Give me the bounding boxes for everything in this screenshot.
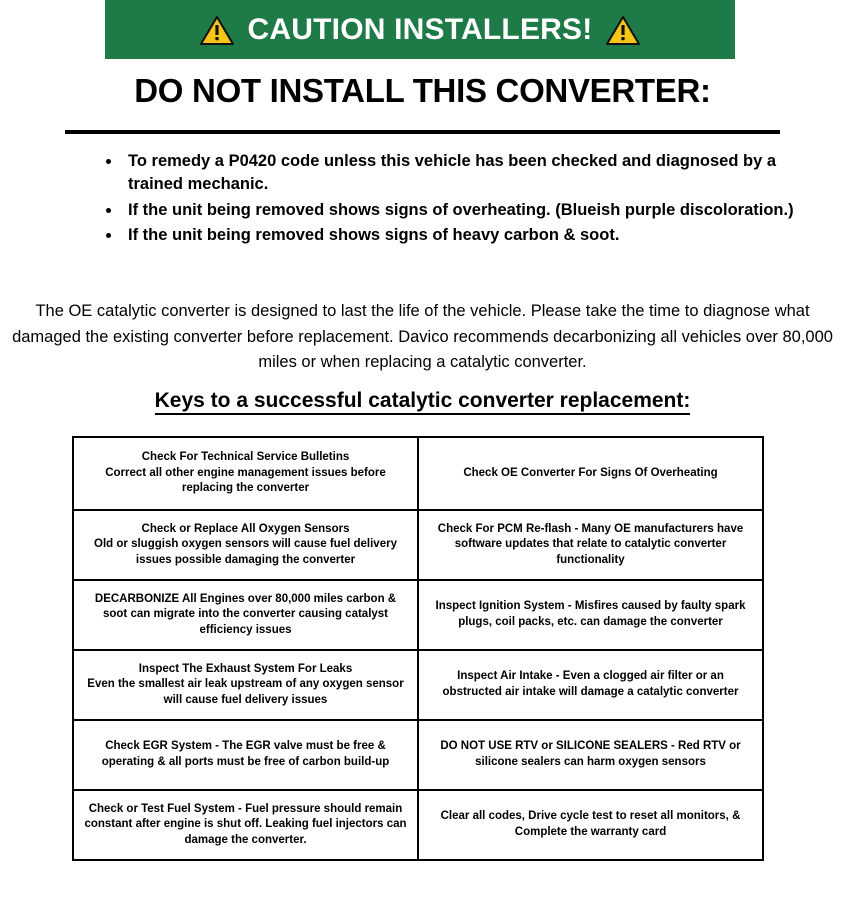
table-cell-left: Inspect The Exhaust System For Leaks Even the smallest air leak upstream of any oxygen sensor will cause fuel delivery issues [73, 650, 418, 720]
table-cell-right: Inspect Air Intake - Even a clogged air filter or an obstructed air intake will damage a catalytic converter [418, 650, 763, 720]
banner-title: CAUTION INSTALLERS! [247, 12, 593, 46]
warning-triangle-icon [606, 15, 640, 45]
table-cell-right: DO NOT USE RTV or SILICONE SEALERS - Red RTV or silicone sealers can harm oxygen sensors [418, 720, 763, 790]
table-cell-right: Clear all codes, Drive cycle test to reset all monitors, & Complete the warranty card [418, 790, 763, 860]
intro-paragraph: The OE catalytic converter is designed to last the life of the vehicle. Please take the time to diagnose what damaged the existing converter before replacement. Davico recommends decarbonizing all vehicles over 80,000 miles or when replacing a catalytic converter. [12, 302, 833, 372]
keys-section-title-text: Keys to a successful catalytic converter replacement: [155, 389, 691, 415]
table-row [73, 790, 763, 860]
table-cell-right: Check OE Converter For Signs Of Overheating [418, 437, 763, 510]
table-row [73, 650, 763, 720]
keys-table [72, 436, 764, 861]
list-item: • If the unit being removed shows signs of overheating. (Blueish purple discoloration.) [122, 199, 802, 222]
table-cell-left: Check For Technical Service Bulletins Correct all other engine management issues before replacing the converter [73, 437, 418, 510]
table-row [73, 580, 763, 650]
table-cell-left: DECARBONIZE All Engines over 80,000 miles carbon & soot can migrate into the converter causing catalyst efficiency issues [73, 580, 418, 650]
table-cell-right: Inspect Ignition System - Misfires caused by faulty spark plugs, coil packs, etc. can damage the converter [418, 580, 763, 650]
warning-triangle-icon [200, 15, 234, 45]
table-row [73, 437, 763, 510]
keys-section-title [0, 389, 845, 413]
table-cell-right: Check For PCM Re-flash - Many OE manufacturers have software updates that relate to catalytic converter functionality [418, 510, 763, 580]
list-item: • To remedy a P0420 code unless this vehicle has been checked and diagnosed by a trained mechanic. [122, 150, 802, 197]
table-cell-left: Check or Test Fuel System - Fuel pressure should remain constant after engine is shut off. Leaking fuel injectors can damage the converter. [73, 790, 418, 860]
table-row [73, 510, 763, 580]
horizontal-divider [65, 130, 780, 134]
do-not-install-list [96, 150, 802, 250]
page-title: DO NOT INSTALL THIS CONVERTER: [134, 72, 711, 109]
caution-banner [105, 0, 735, 59]
table-cell-left: Check or Replace All Oxygen Sensors Old or sluggish oxygen sensors will cause fuel delivery issues possible damaging the converter [73, 510, 418, 580]
table-cell-left: Check EGR System - The EGR valve must be free & operating & all ports must be free of carbon build-up [73, 720, 418, 790]
list-item: • If the unit being removed shows signs of heavy carbon & soot. [122, 224, 802, 247]
table-row [73, 720, 763, 790]
